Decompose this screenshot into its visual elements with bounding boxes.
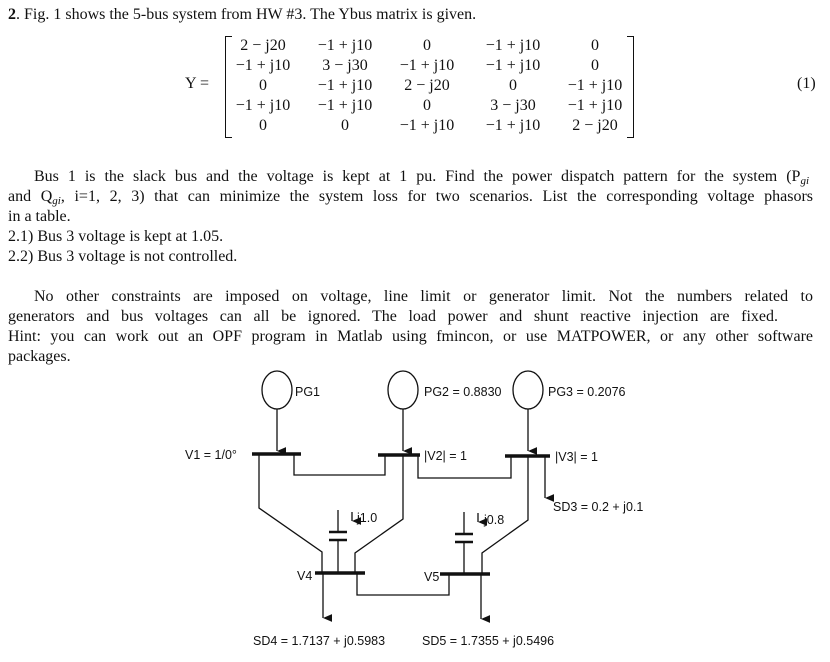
matrix-cell: 2 − j20	[572, 117, 618, 134]
equation-number: (1)	[797, 75, 816, 92]
para2-line3: Hint: you can work out an OPF program in Matlab using fmincon, or use MATPOWER, or any other software	[8, 328, 813, 345]
para2-line1: No other constraints are imposed on voltage, line limit or generator limit. Not the numbers related to	[34, 288, 813, 305]
matrix-cell: −1 + j10	[399, 57, 455, 74]
matrix-cell: −1 + j10	[317, 37, 373, 54]
matrix-cell: −1 + j10	[235, 57, 291, 74]
matrix-cell: 2 − j20	[404, 77, 450, 94]
generator-1-icon	[262, 371, 292, 409]
v4-label: V4	[297, 569, 313, 583]
sd3-label: SD3 = 0.2 + j0.1	[553, 500, 644, 514]
scenario-1: 2.1) Bus 3 voltage is kept at 1.05.	[8, 228, 224, 245]
matrix-cell: −1 + j10	[399, 117, 455, 134]
subscript: gi	[52, 195, 61, 207]
matrix-cell: 0	[591, 57, 599, 74]
shunt4-label: j1.0	[357, 511, 378, 525]
line-1-2	[294, 454, 385, 475]
v3-label: |V3| = 1	[555, 450, 598, 464]
shunt5-label: j0.8	[484, 513, 505, 527]
matrix-cell: 0	[423, 97, 431, 114]
text: and Q	[8, 188, 53, 205]
text: , i=1, 2, 3) that can minimize the system loss for two scenarios. List the corresponding voltage phasors	[60, 188, 814, 205]
para2-line4: packages.	[8, 348, 71, 365]
matrix-cell: −1 + j10	[567, 97, 623, 114]
matrix-cell: −1 + j10	[235, 97, 291, 114]
sd5-label: SD5 = 1.7355 + j0.5496	[422, 634, 555, 648]
matrix-cell: −1 + j10	[317, 97, 373, 114]
matrix-cell: 0	[423, 37, 431, 54]
matrix-cell: −1 + j10	[317, 77, 373, 94]
matrix-cell: 0	[259, 117, 267, 134]
matrix-cell: 0	[591, 37, 599, 54]
sd4-label: SD4 = 1.7137 + j0.5983	[253, 634, 386, 648]
generator-2-icon	[388, 371, 418, 409]
matrix-cell: −1 + j10	[567, 77, 623, 94]
problem-number: 2	[8, 6, 16, 23]
matrix-cell: 0	[259, 77, 267, 94]
pg1-label: PG1	[295, 385, 321, 399]
matrix-cell: 3 − j30	[322, 57, 368, 74]
y-label: Y =	[185, 75, 209, 92]
problem-intro: . Fig. 1 shows the 5-bus system from HW #3. The Ybus matrix is given.	[16, 6, 477, 23]
v5-label: V5	[424, 570, 440, 584]
matrix-cell: 3 − j30	[490, 97, 536, 114]
scenario-2: 2.2) Bus 3 voltage is not controlled.	[8, 248, 238, 265]
v2-label: |V2| = 1	[424, 449, 467, 463]
matrix-cell: 2 − j20	[240, 37, 286, 54]
pg3-label: PG3 = 0.2076	[548, 385, 626, 399]
subscript: gi	[800, 175, 809, 187]
matrix-cell: −1 + j10	[485, 57, 541, 74]
text: Bus 1 is the slack bus and the voltage is kept at 1 pu. Find the power dispatch pattern for the system (P	[34, 168, 801, 185]
v1-label: V1 = 1/0°	[185, 448, 237, 462]
matrix-cell: −1 + j10	[485, 37, 541, 54]
matrix-cell: 0	[341, 117, 349, 134]
matrix-cell: −1 + j10	[485, 117, 541, 134]
para2-line2: generators and bus voltages can all be ignored. The load power and shunt reactive injection are fixed.	[8, 308, 778, 325]
matrix-cell: 0	[509, 77, 517, 94]
para1-line3: in a table.	[8, 208, 71, 225]
pg2-label: PG2 = 0.8830	[424, 385, 502, 399]
line-1-4	[259, 454, 322, 573]
generator-3-icon	[513, 371, 543, 409]
